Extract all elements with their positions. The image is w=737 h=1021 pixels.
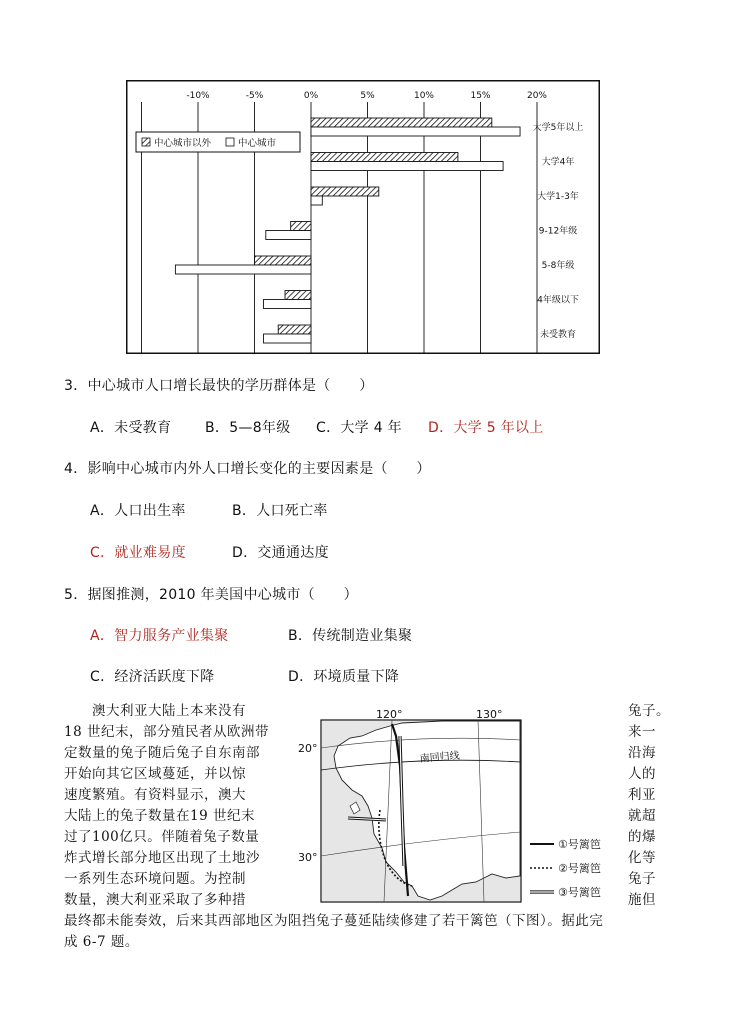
legend-label-center: 中心城市: [238, 138, 277, 149]
category-label: 未受教育: [539, 330, 577, 340]
x-tick-label: 20%: [526, 91, 548, 101]
passage-right-8: 化等: [628, 850, 656, 866]
bar-center-3: [266, 231, 311, 240]
q4-option-d: D．交通通达度: [232, 545, 329, 561]
category-label: 大学5年以上: [532, 123, 584, 133]
question-5: 5．据图推测，2010 年美国中心城市（ ）: [64, 587, 358, 603]
q5-option-d: D．环境质量下降: [288, 669, 400, 685]
question-4: 4．影响中心城市内外人口增长变化的主要因素是（ ）: [64, 461, 431, 477]
lon-label-130: 130°: [476, 708, 503, 721]
q5-option-a-answer: A．智力服务产业集聚: [90, 628, 229, 644]
x-tick-label: 0%: [303, 91, 319, 101]
passage-line-7: 过了100亿只。伴随着兔子数量: [64, 829, 260, 845]
x-tick-label: -10%: [186, 91, 210, 101]
category-label: 5-8年级: [541, 261, 575, 271]
passage-line-2: 18 世纪末，部分殖民者从欧洲带: [64, 724, 269, 740]
passage-right-5: 利亚: [628, 787, 656, 803]
passage-line-10: 数量，澳大利亚采取了多种措: [64, 892, 246, 908]
legend-fence-3: ③号篱笆: [558, 886, 601, 899]
q4-option-b: B．人口死亡率: [232, 503, 328, 519]
q3-option-c: C．大学 4 年: [316, 420, 402, 436]
bar-outside-1: [311, 153, 458, 162]
passage-right-7: 的爆: [628, 829, 656, 845]
bar-outside-4: [255, 256, 312, 265]
lat-label-20: 20°: [298, 742, 318, 755]
bar-center-0: [311, 127, 520, 136]
legend-swatch-center: [226, 138, 234, 146]
x-tick-label: -5%: [245, 91, 264, 101]
passage-right-6: 就超: [628, 808, 656, 824]
passage-right-3: 沿海: [628, 745, 656, 761]
tropic-label: 南回归线: [419, 750, 461, 765]
bar-center-2: [311, 196, 322, 205]
bar-center-6: [264, 334, 311, 343]
bar-center-4: [175, 265, 311, 274]
bar-outside-5: [285, 291, 311, 300]
q5-option-b: B．传统制造业集聚: [288, 628, 413, 644]
bar-outside-2: [311, 187, 379, 196]
q4-option-a: A．人口出生率: [90, 503, 186, 519]
western-australia-fence-map: [292, 706, 622, 908]
bar-outside-6: [278, 325, 311, 334]
lat-label-30: 30°: [298, 851, 318, 864]
x-tick-label: 10%: [413, 91, 435, 101]
q3-option-d-answer: D．大学 5 年以上: [428, 420, 544, 436]
passage-line-3: 定数量的兔子随后兔子自东南部: [64, 745, 260, 761]
x-tick-label: 15%: [470, 91, 491, 101]
question-3: 3．中心城市人口增长最快的学历群体是（ ）: [64, 378, 374, 394]
legend-label-outside: 中心城市以外: [154, 138, 212, 149]
education-growth-chart: [126, 80, 600, 355]
category-label: 4年级以下: [537, 295, 579, 306]
passage-line-4: 开始向其它区域蔓延，并以惊: [64, 766, 246, 782]
chart-legend: [136, 132, 300, 152]
passage-full-line-1: 最终都未能奏效，后来其西部地区为阻挡兔子蔓延陆续修建了若干篱笆（下图）。据此完: [64, 913, 604, 929]
q5-option-c: C．经济活跃度下降: [90, 669, 215, 685]
legend-fence-1: ①号篱笆: [558, 838, 601, 851]
q4-option-c-answer: C．就业难易度: [90, 545, 186, 561]
passage-full-line-2: 成 6-7 题。: [64, 934, 139, 950]
passage-right-2: 来一: [628, 724, 656, 740]
map-legend: [530, 837, 601, 899]
passage-right-9: 兔子: [628, 871, 656, 887]
passage-right-4: 人的: [628, 766, 656, 782]
q3-option-b: B．5—8年级: [205, 420, 291, 436]
passage-line-6: 大陆上的兔子数量在19 世纪末: [64, 808, 255, 824]
x-tick-label: 5%: [360, 91, 375, 101]
bar-center-5: [264, 300, 311, 309]
passage-line-8: 炸式增长部分地区出现了土地沙: [64, 850, 260, 866]
passage-right-10: 施但: [628, 892, 656, 908]
passage-right-1: 兔子。: [628, 703, 670, 719]
bar-outside-0: [311, 118, 492, 127]
category-label: 9-12年级: [538, 226, 578, 237]
bar-center-1: [311, 162, 503, 171]
lon-label-120: 120°: [376, 708, 403, 721]
passage-line-5: 速度繁殖。有资料显示，澳大: [64, 787, 246, 803]
bar-outside-3: [291, 222, 311, 231]
category-label: 大学4年: [541, 157, 575, 168]
passage-line-1: 澳大利亚大陆上本来没有: [92, 703, 246, 719]
q3-option-a: A．未受教育: [90, 420, 172, 436]
category-label: 大学1-3年: [537, 192, 579, 202]
legend-swatch-outside: [142, 138, 150, 146]
passage-line-9: 一系列生态环境问题。为控制: [64, 871, 246, 887]
legend-fence-2: ②号篱笆: [558, 862, 601, 875]
